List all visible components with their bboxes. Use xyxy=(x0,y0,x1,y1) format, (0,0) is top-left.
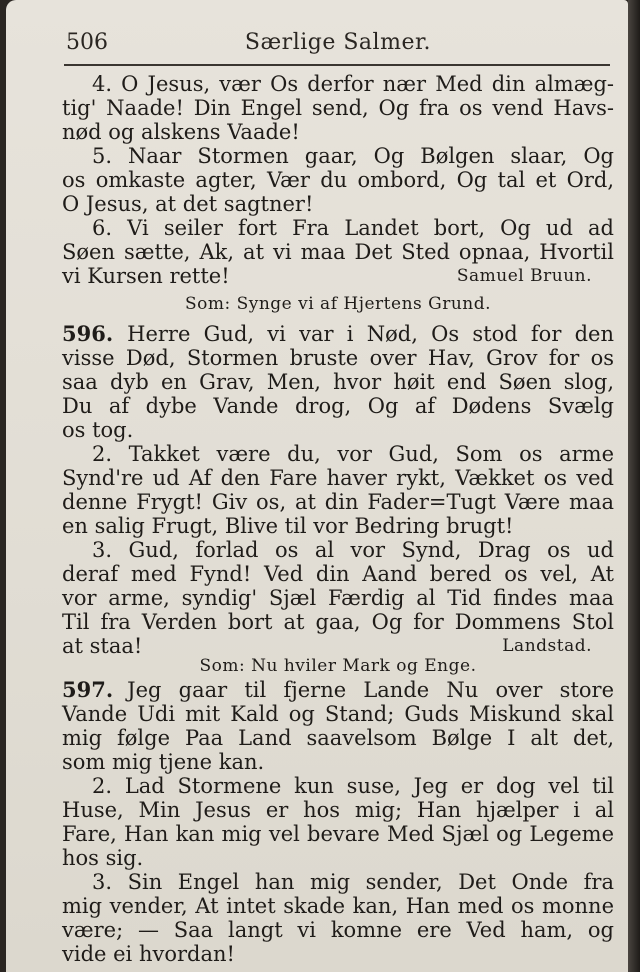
hymn-author: Landstad. xyxy=(502,636,592,656)
hymn-author: Samuel Bruun. xyxy=(456,266,592,286)
verse-line: at staa! xyxy=(62,634,143,658)
verse-line: vi Kursen rette! xyxy=(62,264,230,288)
verse-line: mig vender, At intet skade kan, Han med os monne xyxy=(62,894,614,918)
verse-line: deraf med Fynd! Ved din Aand bered os vel, At xyxy=(62,562,614,586)
verse-line: Synd're ud Af den Fare haver rykt, Vækket os ved xyxy=(62,466,614,490)
verse-line: en salig Frugt, Blive til vor Bedring brugt! xyxy=(62,514,514,538)
verse-line: 6. Vi seiler fort Fra Landet bort, Og ud ad xyxy=(92,216,614,240)
verse-line: os omkaste agter, Vær du ombord, Og tal et Ord, xyxy=(62,168,614,192)
verse-line: nød og alskens Vaade! xyxy=(62,120,300,144)
verse-line: vor arme, syndig' Sjæl Færdig al Tid findes maa xyxy=(62,586,614,610)
verse-line: hos sig. xyxy=(62,846,144,870)
melody-note: Som: Nu hviler Mark og Enge. xyxy=(199,656,477,676)
melody-note: Som: Synge vi af Hjertens Grund. xyxy=(184,294,492,314)
verse-line: 4. O Jesus, vær Os derfor nær Med din almæg- xyxy=(92,72,614,96)
verse-line: Til fra Verden bort at gaa, Og for Dommens Stol xyxy=(62,610,614,634)
verse-line: Huse, Min Jesus er hos mig; Han hjælper i al xyxy=(62,798,614,822)
verse-line: 3. Gud, forlad os al vor Synd, Drag os ud xyxy=(92,538,614,562)
verse-line: mig følge Paa Land saavelsom Bølge I alt det, xyxy=(62,726,614,750)
verse-line: 2. Takket være du, vor Gud, Som os arme xyxy=(92,442,614,466)
verse-line: være; — Saa langt vi komne ere Ved ham, og xyxy=(62,918,614,942)
verse-line: denne Frygt! Giv os, at din Fader=Tugt Være maa xyxy=(62,490,614,514)
verse-line: 5. Naar Stormen gaar, Og Bølgen slaar, Og xyxy=(92,144,614,168)
verse-line: 3. Sin Engel han mig sender, Det Onde fra xyxy=(92,870,614,894)
verse-line: 596. Herre Gud, vi var i Nød, Os stod for den xyxy=(62,321,614,346)
verse-line: Du af dybe Vande drog, Og af Dødens Svælg xyxy=(62,394,614,418)
verse-line: saa dyb en Grav, Men, hvor høit end Søen slog, xyxy=(62,370,614,394)
verse-line: visse Død, Stormen bruste over Hav, Grov for os xyxy=(62,346,614,370)
header-rule xyxy=(64,64,610,66)
verse-line: os tog. xyxy=(62,418,134,442)
hymn-number: 597. xyxy=(62,677,114,702)
hymn-number: 596. xyxy=(62,321,114,346)
verse-line: vide ei hvordan! xyxy=(62,942,235,966)
verse-line: 2. Lad Stormene kun suse, Jeg er dog vel til xyxy=(92,774,614,798)
verse-line: Vande Udi mit Kald og Stand; Guds Miskund skal xyxy=(62,702,614,726)
verse-line: 597. Jeg gaar til fjerne Lande Nu over store xyxy=(62,677,614,702)
verse-line: Fare, Han kan mig vel bevare Med Sjæl og Legeme xyxy=(62,822,614,846)
verse-line: O Jesus, at det sagtner! xyxy=(62,192,314,216)
page-number: 506 xyxy=(66,30,108,55)
page-title: Særlige Salmer. xyxy=(244,30,432,55)
verse-line: som mig tjene kan. xyxy=(62,750,265,774)
verse-line: Søen sætte, Ak, at vi maa Det Sted opnaa, Hvortil xyxy=(62,240,614,264)
verse-line: tig' Naade! Din Engel send, Og fra os vend Havs- xyxy=(62,96,614,120)
page-header xyxy=(62,28,614,62)
page-edge-shadow xyxy=(628,0,640,972)
book-page xyxy=(6,0,628,972)
